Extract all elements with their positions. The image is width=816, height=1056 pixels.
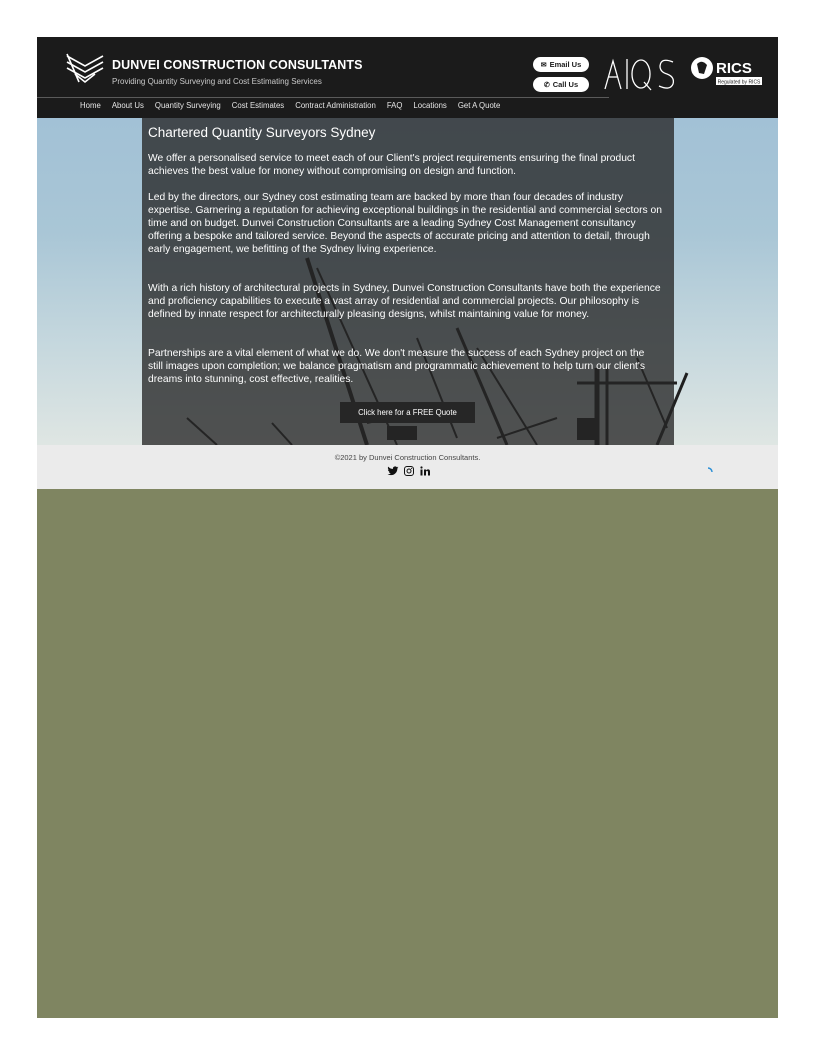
- company-logo-icon[interactable]: [65, 52, 105, 86]
- aiqs-logo-text: AIQS: [603, 40, 642, 59]
- page-canvas: [37, 37, 778, 1018]
- phone-icon: ✆: [543, 81, 550, 89]
- call-us-button[interactable]: [533, 77, 589, 92]
- call-us-label: Call Us: [552, 80, 579, 89]
- nav-faq[interactable]: FAQ: [386, 101, 403, 110]
- social-links: [387, 465, 431, 477]
- intro-paragraph: We offer a personalised service to meet each of our Client's project requirements ensuring the final product achieves the best value for money without compromising on design and function.: [148, 153, 635, 177]
- aiqs-logo: [603, 40, 678, 91]
- nav-locations[interactable]: Locations: [413, 101, 447, 110]
- content-panel: [142, 118, 674, 445]
- email-us-label: Email Us: [549, 60, 582, 69]
- twitter-icon[interactable]: [387, 465, 399, 477]
- nav-contract-administration[interactable]: Contract Administration: [295, 101, 376, 110]
- site-header: [37, 37, 778, 118]
- site-footer: [37, 445, 778, 489]
- nav-about-us[interactable]: About Us: [111, 101, 144, 110]
- team-paragraph: Led by the directors, our Sydney cost estimating team are backed by more than four decades of industry expertise. Garnering a reputation for achieving exceptional buildings in the residential and commercial sectors on time and on budget. Dunvei Construction Consultants are a leading Sydney Cost Management consultancy offering a bespoke and tailored service. Beyond the aspects of accurate pricing and attention to detail, through early engagement, we befitting of the Sydney living experience.: [148, 192, 662, 255]
- copyright-text: ©2021 by Dunvei Construction Consultants.: [334, 453, 481, 462]
- brand-title[interactable]: DUNVEI CONSTRUCTION CONSULTANTS: [112, 58, 363, 72]
- main-nav: [80, 101, 511, 110]
- email-us-button[interactable]: [533, 57, 589, 72]
- envelope-icon: ✉: [540, 61, 547, 69]
- history-paragraph: With a rich history of architectural projects in Sydney, Dunvei Construction Consultants have both the experience and proficiency capabilities to execute a vast array of residential and commercial projects. Our philosophy is defined by innate respect for architecturally pleasing designs, whilst maintaining value for money.: [148, 283, 661, 320]
- rics-logo-text: RICS: [716, 60, 752, 77]
- free-quote-button[interactable]: Click here for a FREE Quote: [340, 402, 475, 423]
- nav-home[interactable]: Home: [80, 101, 101, 110]
- instagram-icon[interactable]: [403, 465, 415, 477]
- nav-get-a-quote[interactable]: Get A Quote: [457, 101, 501, 110]
- brand-subtitle: Providing Quantity Surveying and Cost Estimating Services: [112, 77, 322, 86]
- rics-tagline: Regulated by RICS: [717, 79, 761, 86]
- nav-cost-estimates[interactable]: Cost Estimates: [231, 101, 285, 110]
- rics-logo: [689, 55, 763, 87]
- loading-spinner-icon: [703, 467, 713, 477]
- nav-quantity-surveying[interactable]: Quantity Surveying: [154, 101, 221, 110]
- hero-section: [37, 118, 778, 445]
- linkedin-icon[interactable]: [419, 465, 431, 477]
- header-divider: [37, 97, 609, 98]
- page-title: Chartered Quantity Surveyors Sydney: [148, 125, 376, 140]
- partnerships-paragraph: Partnerships are a vital element of what we do. We don't measure the success of each Sydney project on the still images upon completion; we balance pragmatism and programmatic achievement to help turn our client's dreams into stunning, cost effective, realities.: [148, 348, 646, 385]
